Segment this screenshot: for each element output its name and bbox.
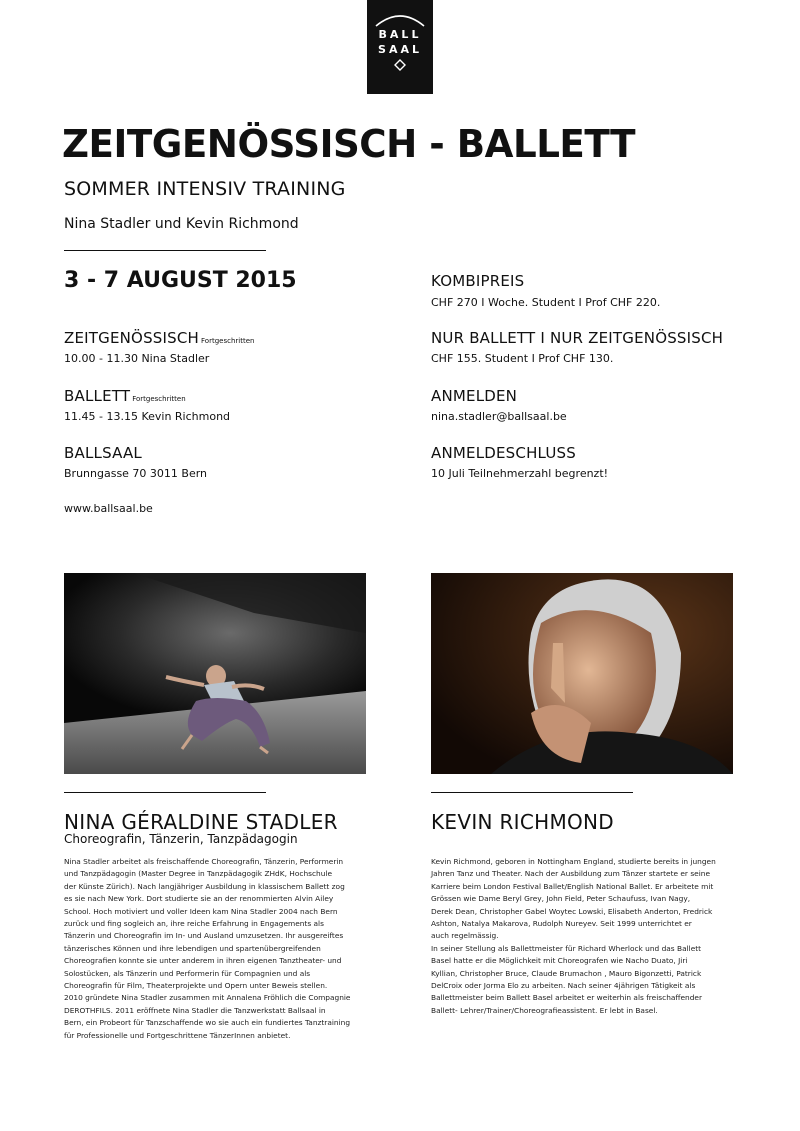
bio-line: Solostücken, als Tänzerin und Performerin für Compagnien und als (64, 968, 311, 978)
ballsaal-heading: BALLSAAL (64, 444, 142, 462)
nina-role: Choreografin, Tänzerin, Tanzpädagogin (64, 832, 298, 846)
bio-line: School. Hoch motiviert und voller Ideen kam Nina Stadler 2004 nach Bern (64, 906, 338, 916)
zeitgenoessisch-level: Fortgeschritten (201, 337, 255, 345)
teachers: Nina Stadler und Kevin Richmond (64, 216, 299, 232)
anmelden-email[interactable]: nina.stadler@ballsaal.be (431, 410, 567, 423)
subtitle: SOMMER INTENSIV TRAINING (64, 178, 346, 200)
ballsaal-address: Brunngasse 70 3011 Bern (64, 467, 208, 480)
bio-line: Ashton, Natalya Makarova, Rudolph Nureyev. Seit 1999 unterrichtet er (431, 919, 692, 929)
anmeldeschluss-text: 10 Juli Teilnehmerzahl begrenzt! (431, 467, 609, 480)
ballett-time: 11.45 - 13.15 Kevin Richmond (64, 410, 231, 423)
website-link[interactable]: www.ballsaal.be (64, 502, 153, 515)
logo-line-1: BALL (378, 28, 422, 41)
ballett-heading: BALLETT Fortgeschritten (64, 387, 186, 405)
page-title: ZEITGENÖSSISCH - BALLETT (62, 122, 636, 166)
bio-line: DEROTHFILS. 2011 eröffnete Nina Stadler die Tanzwerkstatt Ballsaal in (64, 1005, 326, 1015)
header-divider (64, 250, 266, 251)
bio-line: Derek Dean, Christopher Gabel Woytec Lowski, Elisabeth Anderton, Fredrick (431, 906, 713, 916)
nur-ballett-heading: NUR BALLETT I NUR ZEITGENÖSSISCH (431, 329, 724, 347)
kevin-divider (431, 792, 633, 793)
zeitgenoessisch-heading: ZEITGENÖSSISCH Fortgeschritten (64, 329, 255, 347)
bio-line: Basel hatte er die Möglichkeit mit Choreografen wie Nacho Duato, Jiri (431, 956, 688, 966)
bio-line: auch regelmässig. (431, 931, 499, 941)
bio-line: Choreografin für Film, Theaterprojekte und Opern unter Beweis stellen. (64, 981, 328, 991)
bio-line: 2010 gründete Nina Stadler zusammen mit Annalena Fröhlich die Compagnie (64, 993, 351, 1003)
anmeldeschluss-heading: ANMELDESCHLUSS (431, 444, 576, 462)
bio-line: für Professionelle und Fortgeschrittene TänzerInnen anbietet. (64, 1030, 291, 1040)
bio-line: DelCroix oder Jorma Elo zu arbeiten. Nach seiner 4jährigen Tätigkeit als (431, 981, 696, 991)
bio-line: tänzerisches Können und ihre lebendigen und spartenübergreifenden (64, 943, 321, 953)
ballsaal-logo (367, 0, 433, 94)
kevin-bio (431, 856, 741, 1017)
bio-line: und Tanzpädagogin (Master Degree in Tanzpädagogik ZHdK, Hochschule (64, 869, 333, 879)
bio-line: Ballett- Lehrer/Trainer/Choreografieassistent. Er lebt in Basel. (431, 1005, 658, 1015)
photo-nina-stadler (64, 573, 366, 774)
logo-line-2: SAAL (378, 43, 422, 56)
bio-line: In seiner Stellung als Ballettmeister für Richard Wherlock und das Ballett (431, 943, 702, 953)
nina-divider (64, 792, 266, 793)
bio-line: Karriere beim London Festival Ballet/English National Ballet. Er arbeitete mit (431, 881, 714, 891)
bio-line: zurück und fing sogleich an, ihre reiche Erfahrung in Engagements als (64, 919, 324, 929)
bio-line: Nina Stadler arbeitet als freischaffende Choreografin, Tänzerin, Performerin (64, 857, 344, 866)
kombipreis-heading: KOMBIPREIS (431, 272, 525, 290)
event-date: 3 - 7 AUGUST 2015 (64, 268, 297, 293)
photo-kevin-richmond (431, 573, 733, 774)
bio-line: Jahren Tanz und Theater. Nach der Ausbildung zum Tänzer startete er seine (431, 869, 710, 879)
bio-line: es sie nach New York. Dort studierte sie an der renommierten Alvin Ailey (64, 894, 334, 904)
bio-line: Kevin Richmond, geboren in Nottingham England, studierte bereits in jungen (431, 857, 716, 866)
anmelden-heading: ANMELDEN (431, 387, 518, 405)
bio-line: Bern, ein Probeort für Tanzschaffende wo sie auch ein fundiertes Tanztraining (64, 1018, 351, 1028)
nina-name: NINA GÉRALDINE STADLER (64, 810, 338, 834)
bio-line: Choreografien konnte sie unter anderem in ihren eigenen Tanztheater- und (64, 956, 342, 966)
bio-line: Kyllian, Christopher Bruce, Claude Brumachon , Mauro Bigonzetti, Patrick (431, 968, 702, 978)
ballett-level: Fortgeschritten (132, 395, 186, 403)
bio-line: Ballettmeister beim Ballett Basel arbeitet er weiterhin als freischaffender (431, 993, 703, 1003)
bio-line: Grössen wie Dame Beryl Grey, John Field, Peter Schaufuss, Ivan Nagy, (431, 894, 691, 904)
diamond-icon (395, 60, 405, 70)
bio-line: Tänzerin und Choreografin im In- und Ausland umzusetzen. Ihr ausgereiftes (64, 931, 344, 941)
nina-bio (64, 856, 374, 1042)
kombipreis-text: CHF 270 I Woche. Student I Prof CHF 220. (431, 296, 661, 309)
nur-ballett-text: CHF 155. Student I Prof CHF 130. (431, 352, 614, 365)
bio-line: der Künste Zürich). Nach langjähriger Ausbildung in klassischem Ballett zog (64, 881, 345, 891)
kevin-name: KEVIN RICHMOND (431, 810, 615, 834)
zeitgenoessisch-time: 10.00 - 11.30 Nina Stadler (64, 352, 210, 365)
